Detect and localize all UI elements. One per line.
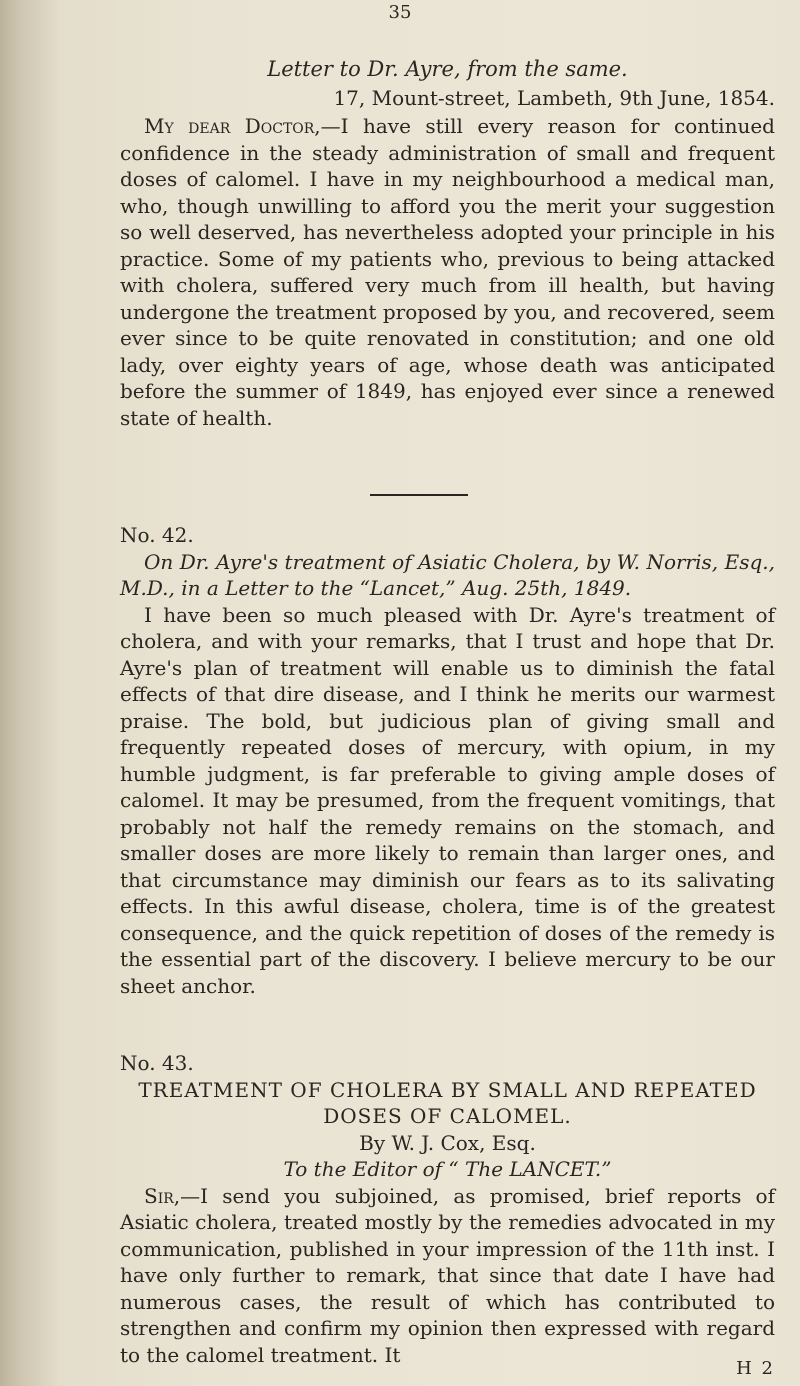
section-divider (370, 494, 468, 496)
page-number: 35 (388, 2, 412, 23)
section-body (120, 1183, 775, 1369)
salutation: Sir, (144, 1183, 181, 1208)
section-body-text: —I send you subjoined, as promised, brief reports of Asiatic cholera, treated mostly by the remedies advocated in my communication, published in your impression of the 11th inst. I have only further to remark, that since that date I have had numerous cases, the result of which has contributed to strengthen and confirm my opinion then expressed with regard to the calomel treatment. It (120, 1183, 775, 1367)
letter-address: 17, Mount-street, Lambeth, 9th June, 1854. (333, 85, 775, 110)
letter-salutation: My dear Doctor, (144, 114, 321, 138)
section-number: No. 43. (120, 1051, 194, 1075)
letter-body (120, 113, 775, 431)
section-title: On Dr. Ayre's treatment of Asiatic Cholera, by W. Norris, Esq., M.D., in a Letter to the “Lancet,” Aug. 25th, 1849. (120, 549, 775, 600)
section-title-line-1: TREATMENT OF CHOLERA BY SMALL AND REPEATED (138, 1077, 757, 1102)
letter-body-text: —I have still every reason for continued confidence in the steady administration of small and frequent doses of calomel. I have in my neighbourhood a medical man, who, though unwilling to afford you the merit your suggestion so well deserved, has nevertheless adopted your principle in his practice. Some of my patients who, previous to being attacked with cholera, suffered very much from ill health, but having undergone the treatment proposed by you, and recovered, seem ever since to be quite renovated in constitution; and one old lady, over eighty years of age, whose death was anticipated before the summer of 1849, has enjoyed ever since a renewed state of health. (120, 114, 775, 430)
section-number: No. 42. (120, 523, 194, 547)
letter-section (120, 56, 775, 431)
letter-heading: Letter to Dr. Ayre, from the same. (267, 57, 628, 81)
section-no-43 (120, 1050, 775, 1368)
byline: By W. J. Cox, Esq. (359, 1130, 536, 1155)
to-editor-line: To the Editor of “ The LANCET.” (283, 1157, 612, 1181)
signature-mark: H 2 (736, 1358, 775, 1379)
section-body: I have been so much pleased with Dr. Ayre's treatment of cholera, and with your remarks, that I trust and hope that Dr. Ayre's plan of treatment will enable us to diminish the fatal effects of that dire disease, and I think he merits our warmest praise. The bold, but judicious plan of giving small and frequently repeated doses of mercury, with opium, in my humble judgment, is far preferable to giving ample doses of calomel. It may be presumed, from the frequent vomitings, that probably not half the remedy remains on the stomach, and smaller doses are more likely to remain than larger ones, and that circumstance may diminish our fears as to its salivating effects. In this awful disease, cholera, time is of the greatest consequence, and the quick repetition of doses of the remedy is the essential part of the discovery. I believe mercury to be our sheet anchor. (120, 602, 775, 998)
section-title-line-2: DOSES OF CALOMEL. (323, 1104, 572, 1128)
section-no-42 (120, 522, 775, 999)
